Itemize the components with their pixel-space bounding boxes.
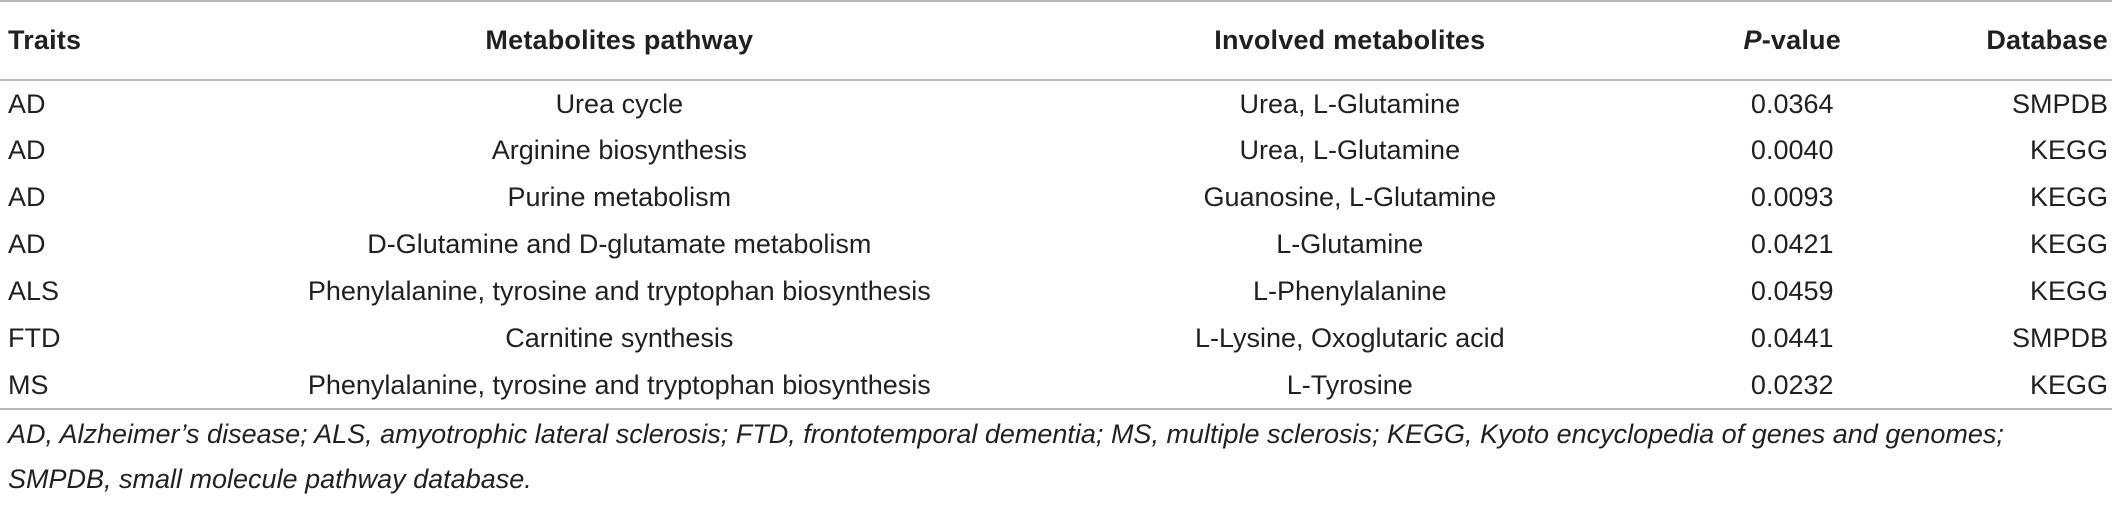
cell-involved: L-Phenylalanine [1252, 276, 1447, 306]
cell-pathway: Phenylalanine, tyrosine and tryptophan biosynthesis [167, 362, 1071, 409]
table-row [0, 80, 2112, 127]
cell-p-value: 0.0459 [1750, 276, 1834, 306]
cell-database: KEGG [2029, 135, 2108, 165]
cell-pathway: Carnitine synthesis [505, 323, 734, 353]
cell-database: KEGG [2029, 182, 2108, 212]
cell-trait: AD [8, 88, 46, 119]
header-row [0, 1, 2112, 80]
cell-involved: Urea, L-Glutamine [1239, 88, 1461, 119]
header-pathway: Metabolites pathway [167, 1, 1071, 80]
cell-trait: ALS [8, 276, 60, 306]
cell-involved: L-Tyrosine [1071, 362, 1628, 409]
cell-pathway: Phenylalanine, tyrosine and tryptophan biosynthesis [307, 276, 931, 306]
header-involved-metabolites: Involved metabolites [1071, 1, 1628, 80]
cell-database: SMPDB [2011, 323, 2108, 353]
cell-pathway: Urea cycle [555, 88, 684, 119]
cell-involved: L-Lysine, Oxoglutaric acid [1194, 323, 1505, 353]
cell-trait: MS [0, 362, 167, 409]
table-row [0, 127, 2112, 174]
cell-database: SMPDB [2011, 88, 2108, 119]
table-footnote [8, 412, 2108, 502]
cell-p-value: 0.0421 [1750, 229, 1834, 259]
cell-p-value: 0.0441 [1750, 323, 1834, 353]
cell-database: KEGG [1956, 362, 2112, 409]
cell-pathway: Arginine biosynthesis [491, 135, 747, 165]
cell-p-value: 0.0364 [1750, 88, 1834, 119]
table-row [0, 268, 2112, 315]
footnote-line-2: SMPDB, small molecule pathway database. [8, 464, 532, 494]
header-database: Database [1956, 1, 2112, 80]
table-row [0, 221, 2112, 268]
table-body [0, 80, 2112, 409]
cell-trait: AD [8, 135, 46, 165]
cell-p-value: 0.0040 [1750, 135, 1834, 165]
cell-trait: AD [8, 182, 46, 212]
cell-trait: AD [8, 229, 46, 259]
header-p-suffix: -value [1761, 25, 1841, 55]
table-row [0, 174, 2112, 221]
cell-p-value: 0.0093 [1750, 182, 1834, 212]
header-p-value [1628, 1, 1956, 80]
table-row [0, 315, 2112, 362]
cell-pathway: Purine metabolism [507, 182, 732, 212]
table-row [0, 362, 2112, 409]
footnote-line-1: AD, Alzheimer’s disease; ALS, amyotrophic lateral sclerosis; FTD, frontotemporal dementia; MS, multiple sclerosis; KEGG, Kyoto encyclopedia of genes and genomes; [8, 419, 2004, 449]
header-traits: Traits [0, 1, 167, 80]
cell-p-value: 0.0232 [1628, 362, 1956, 409]
cell-trait: FTD [8, 323, 61, 353]
cell-database: KEGG [2029, 229, 2108, 259]
header-p-italic: P [1743, 25, 1762, 55]
cell-pathway: D-Glutamine and D-glutamate metabolism [367, 229, 872, 259]
table-header [0, 1, 2112, 80]
cell-database: KEGG [2029, 276, 2108, 306]
cell-involved: L-Glutamine [1276, 229, 1424, 259]
cell-involved: Urea, L-Glutamine [1239, 135, 1461, 165]
cell-involved: Guanosine, L-Glutamine [1203, 182, 1497, 212]
